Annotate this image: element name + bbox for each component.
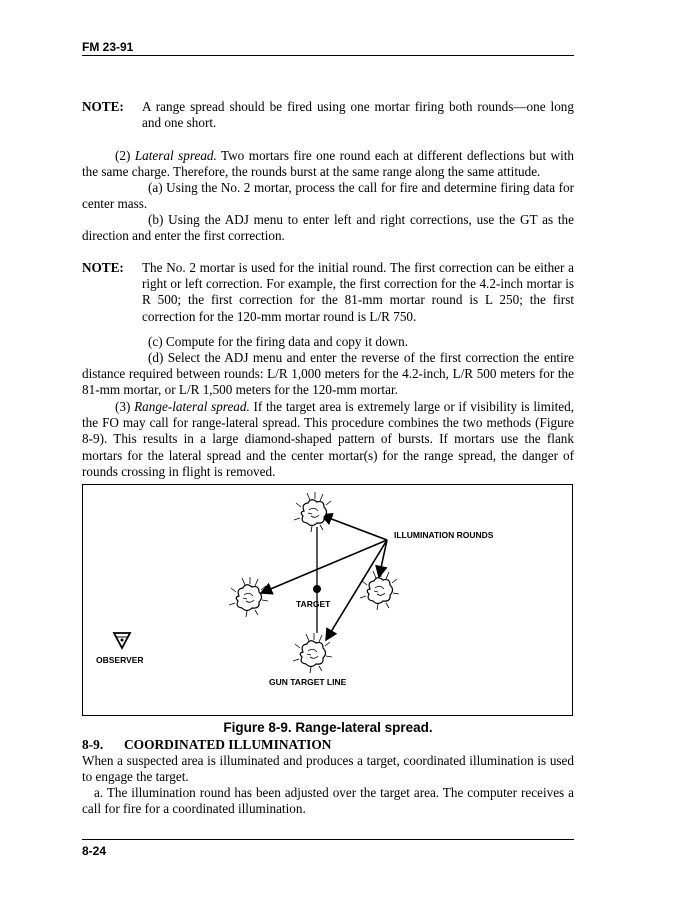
note-mortar xyxy=(82,260,574,325)
arrow-to-top-burst xyxy=(321,515,387,540)
target-marker xyxy=(313,585,321,593)
document-id: FM 23-91 xyxy=(82,40,134,54)
figure-diagram xyxy=(83,485,574,717)
para-range-lateral xyxy=(82,399,574,480)
page-number: 8-24 xyxy=(82,844,107,858)
section-number: 8-9. xyxy=(82,737,104,752)
burst-left-icon xyxy=(229,577,268,617)
arrow-to-left-burst xyxy=(261,540,387,593)
note-text: A range spread should be fired using one mortar firing both rounds—one long and one short. xyxy=(142,99,574,131)
para-number: (2) xyxy=(115,148,131,163)
section-title: COORDINATED ILLUMINATION xyxy=(124,737,332,752)
para-title: Lateral spread. xyxy=(134,148,217,163)
note-text: The No. 2 mortar is used for the initial round. The first correction can be either a right or left correction. For example, the first correction for the 4.2-inch mortar is R 500; the first correction for the 81-mm mortar round is L 250; the first correction for the 120-mm mortar round is L/R 750. xyxy=(142,260,574,324)
step-b: (b) Using the ADJ menu to enter left and right corrections, use the GT as the direction and enter the first correction. xyxy=(82,212,574,244)
note-label: NOTE: xyxy=(82,260,124,275)
para-title: Range-lateral spread. xyxy=(134,399,250,414)
section-intro: When a suspected area is illuminated and produces a target, coordinated illumination is used to engage the target. xyxy=(82,753,574,785)
burst-top-icon xyxy=(294,492,333,532)
label-observer: OBSERVER xyxy=(96,655,144,665)
para-text: If the target area is extremely large or if visibility is limited, the FO may call for range-lateral spread. This procedure combines the two methods (Figure 8-9). This results in a large diamond-shaped pattern of bursts. If mortars use the flank mortars for the lateral spread and the center mortar(s) for the range spread, the danger of rounds crossing in flight is removed. xyxy=(82,399,575,479)
footer-rule xyxy=(82,839,574,840)
step-d: (d) Select the ADJ menu and enter the reverse of the first correction the entire distance required between rounds: L/R 1,000 meters for the 4.2-inch, L/R 500 meters for the 81-mm mortar, or L/R 1,500 meters for the 120-mm mortar. xyxy=(82,350,574,398)
para-number: (3) xyxy=(115,399,131,414)
label-illumination-rounds: ILLUMINATION ROUNDS xyxy=(394,530,494,540)
step-a: (a) Using the No. 2 mortar, process the call for fire and determine firing data for center mass. xyxy=(82,180,574,212)
label-gun-target-line: GUN TARGET LINE xyxy=(269,677,347,687)
para-text: Two mortars fire one round each at different deflections but with the same charge. Therefore, the rounds burst at the same range along the same attitude. xyxy=(82,148,575,180)
note-range-spread xyxy=(82,99,574,131)
figure-range-lateral-spread xyxy=(82,484,573,716)
section-heading xyxy=(82,737,331,753)
para-lateral-spread xyxy=(82,148,574,180)
section-item-a: a. The illumination round has been adjusted over the target area. The computer receives a call for fire for a coordinated illumination. xyxy=(82,785,574,817)
step-c: (c) Compute for the firing data and copy it down. xyxy=(148,334,409,349)
label-target: TARGET xyxy=(296,599,331,609)
header-rule xyxy=(82,55,574,56)
observer-icon xyxy=(114,633,130,648)
note-label: NOTE: xyxy=(82,99,124,114)
figure-caption: Figure 8-9. Range-lateral spread. xyxy=(223,720,433,735)
